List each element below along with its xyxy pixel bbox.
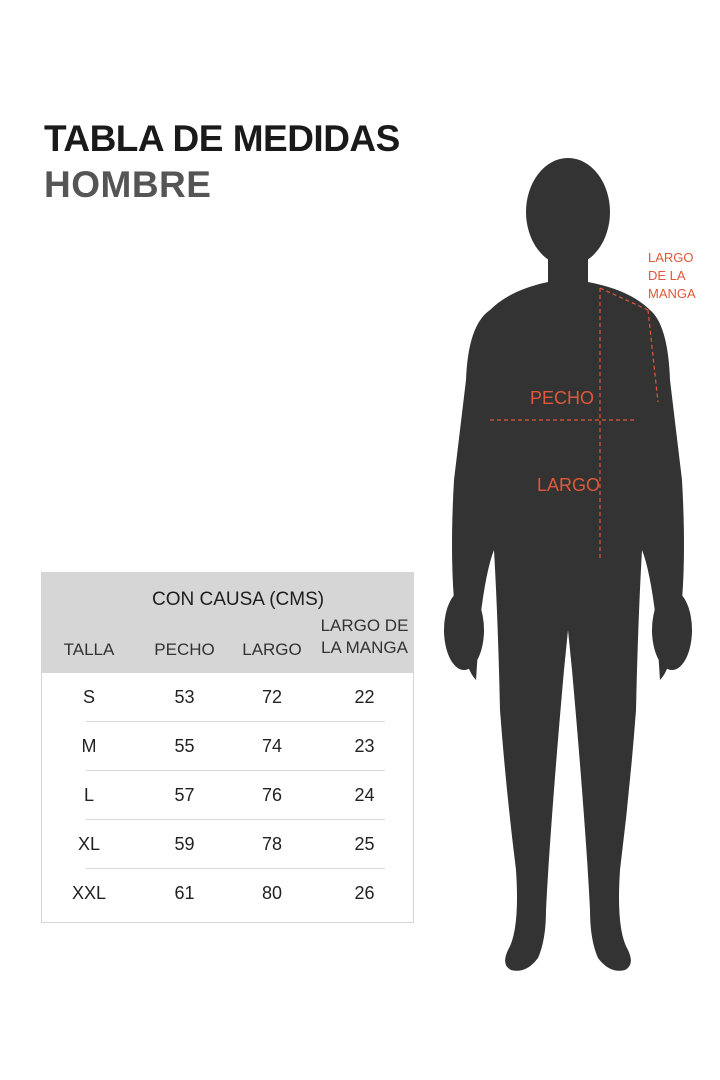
silhouette-svg [420,150,720,990]
cell-manga: 24 [354,785,375,805]
column-header-manga-line-2: LA MANGA [321,638,408,657]
cell-pecho: 57 [174,785,195,805]
table-group-title: CON CAUSA (CMS) [152,589,325,610]
cell-talla: M [81,736,97,756]
page-title: TABLA DE MEDIDAS [44,118,400,159]
sleeve-label-line-3: MANGA [648,286,696,301]
page-subtitle: HOMBRE [44,164,212,205]
chest-label: PECHO [530,388,595,408]
cell-pecho: 55 [174,736,195,756]
length-label: LARGO [537,475,601,495]
sleeve-label-line-2: DE LA [648,268,686,283]
cell-largo: 74 [261,736,283,756]
cell-talla: XL [77,834,101,854]
table-row [42,771,415,820]
cell-manga: 22 [354,687,375,707]
cell-largo: 76 [261,785,283,805]
cell-talla: XXL [71,883,107,903]
body-silhouette-figure [420,150,720,990]
table-row [42,869,415,918]
cell-talla: L [83,785,94,805]
size-table [41,572,414,923]
table-row [42,722,415,771]
cell-manga: 26 [354,883,375,903]
column-header-talla: TALLA [63,640,115,659]
cell-pecho: 59 [174,834,195,854]
cell-largo: 78 [261,834,283,854]
column-header-pecho: PECHO [154,640,215,659]
cell-manga: 23 [354,736,375,756]
cell-manga: 25 [354,834,375,854]
table-row [42,820,415,869]
column-header-largo-manga [317,615,412,659]
cell-largo: 72 [261,687,283,707]
sleeve-label-line-1: LARGO [648,250,694,265]
cell-largo: 80 [261,883,283,903]
table-row [42,673,415,722]
column-header-manga-line-1: LARGO DE [320,616,409,635]
cell-talla: S [82,687,95,707]
cell-pecho: 53 [174,687,195,707]
size-table-header [42,573,413,673]
cell-pecho: 61 [174,883,195,903]
column-header-largo: LARGO [242,640,302,659]
sleeve-label [648,250,696,301]
